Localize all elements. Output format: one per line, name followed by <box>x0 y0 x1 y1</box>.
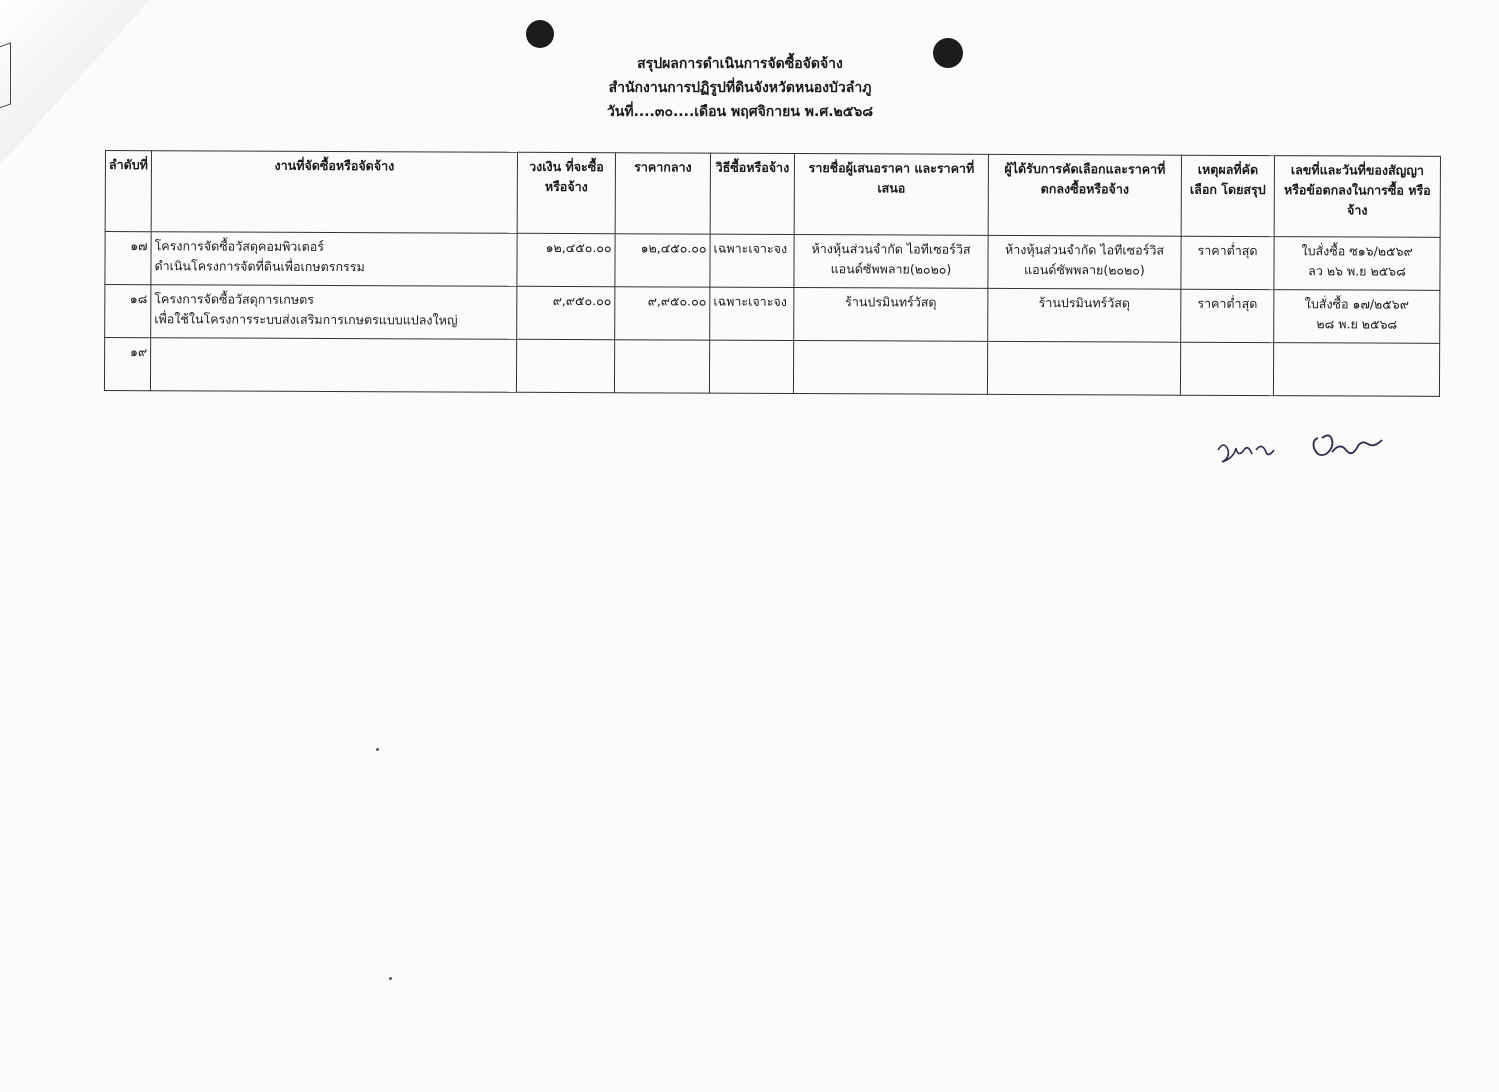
bidder-cell <box>794 235 988 289</box>
row-number: ๑๗ <box>105 232 151 285</box>
document-title: สรุปผลการดำเนินการจัดซื้อจัดจ้าง <box>637 56 843 72</box>
header-method: วิธีซื้อหรือจ้าง <box>710 153 794 234</box>
median-price-cell <box>614 340 709 393</box>
bidder-line: ร้านปรมินทร์วัสดุ <box>845 294 937 310</box>
work-item-cell <box>151 285 517 340</box>
budget-cell: ๙,๙๕๐.๐๐ <box>517 286 615 339</box>
header-sequence: ลำดับที่ <box>105 151 151 232</box>
table-row <box>105 285 1440 344</box>
work-item-line: ดำเนินโครงการจัดที่ดินเพื่อเกษตรกรรม <box>154 258 365 275</box>
winner-line <box>991 346 1177 347</box>
bidder-cell <box>793 341 987 395</box>
winner-cell <box>988 288 1181 342</box>
punch-hole-left <box>526 20 554 48</box>
row-number: ๑๘ <box>105 285 151 338</box>
contract-line <box>1277 347 1436 348</box>
median-price-cell: ๙,๙๕๐.๐๐ <box>615 287 710 340</box>
winner-line: ร้านปรมินทร์วัสดุ <box>1038 295 1131 311</box>
office-name: สำนักงานการปฏิรูปที่ดินจังหวัดหนองบัวลำภู <box>608 80 872 96</box>
contract-cell <box>1273 343 1439 397</box>
reason-cell: ราคาต่ำสุด <box>1181 236 1274 289</box>
bidder-line <box>797 345 984 346</box>
winner-line <box>991 346 1177 347</box>
header-winner: ผู้ได้รับการคัดเลือกและราคาที่ ตกลงซื้อหรือจ้าง <box>988 154 1181 236</box>
median-price-cell: ๑๒,๔๕๐.๐๐ <box>615 234 710 287</box>
header-reason: เหตุผลที่คัดเลือก โดยสรุป <box>1181 155 1274 236</box>
bidder-line: ห้างหุ้นส่วนจำกัด ไอทีเซอร์วิส <box>811 241 971 257</box>
budget-cell: ๑๒,๔๕๐.๐๐ <box>517 233 615 286</box>
contract-line: ใบสั่งซื้อ ๑๗/๒๕๖๙ <box>1304 296 1409 312</box>
method-cell <box>709 340 793 393</box>
method-cell: เฉพาะเจาะจง <box>710 287 794 340</box>
winner-line: ห้างหุ้นส่วนจำกัด ไอทีเซอร์วิส <box>1005 241 1165 258</box>
winner-cell <box>987 341 1180 395</box>
work-item-cell <box>151 232 517 287</box>
document-date: วันที่....๓๐....เดือน พฤศจิกายน พ.ศ.๒๕๖๘ <box>606 104 874 120</box>
contract-line <box>1277 347 1436 348</box>
method-cell: เฉพาะเจาะจง <box>710 234 794 287</box>
contract-line: ๒๘ พ.ย ๒๕๖๘ <box>1316 316 1398 332</box>
table-row <box>104 338 1439 397</box>
folded-corner-mark <box>0 42 11 109</box>
table-header-row <box>105 151 1440 238</box>
work-item-line: โครงการจัดซื้อวัสดุการเกษตร <box>154 291 314 307</box>
winner-line: แอนด์ซัพพลาย(๒๐๒๐) <box>1024 262 1145 278</box>
header-median-price: ราคากลาง <box>615 153 710 234</box>
contract-line: ลว ๒๖ พ.ย ๒๕๖๘ <box>1308 263 1406 279</box>
reason-cell <box>1180 342 1273 395</box>
header-bidders: รายชื่อผู้เสนอราคา และราคาที่เสนอ <box>794 154 988 236</box>
row-number: ๑๙ <box>104 338 150 391</box>
punch-hole-right <box>933 38 963 68</box>
header-budget: วงเงิน ที่จะซื้อหรือจ้าง <box>517 152 615 233</box>
winner-cell <box>988 235 1181 289</box>
work-item-line <box>154 342 513 344</box>
procurement-table <box>104 150 1441 397</box>
handwritten-signature <box>1210 420 1390 480</box>
header-work-item: งานที่จัดซื้อหรือจัดจ้าง <box>151 151 517 234</box>
folded-corner <box>0 0 150 165</box>
header-contract: เลขที่และวันที่ของสัญญา หรือข้อตกลงในการซื้อ หรือจ้าง <box>1274 156 1440 238</box>
bidder-cell <box>794 288 988 342</box>
bidder-line <box>797 345 984 346</box>
paper-speck <box>376 748 379 751</box>
bidder-line: แอนด์ซัพพลาย(๒๐๒๐) <box>830 261 952 277</box>
table-row <box>105 232 1440 291</box>
reason-cell: ราคาต่ำสุด <box>1181 289 1274 342</box>
contract-line: ใบสั่งซื้อ ซ๑๖/๒๕๖๙ <box>1301 243 1413 259</box>
budget-cell <box>516 339 614 392</box>
paper-speck <box>389 977 392 980</box>
work-item-line <box>154 342 513 344</box>
contract-cell <box>1274 290 1440 344</box>
work-item-line: เพื่อใช้ในโครงการระบบส่งเสริมการเกษตรแบบแปลงใหญ่ <box>154 311 458 328</box>
work-item-line: โครงการจัดซื้อวัสดุคอมพิวเตอร์ <box>154 238 324 254</box>
contract-cell <box>1274 237 1440 291</box>
document-header <box>560 52 920 124</box>
work-item-cell <box>150 338 516 393</box>
